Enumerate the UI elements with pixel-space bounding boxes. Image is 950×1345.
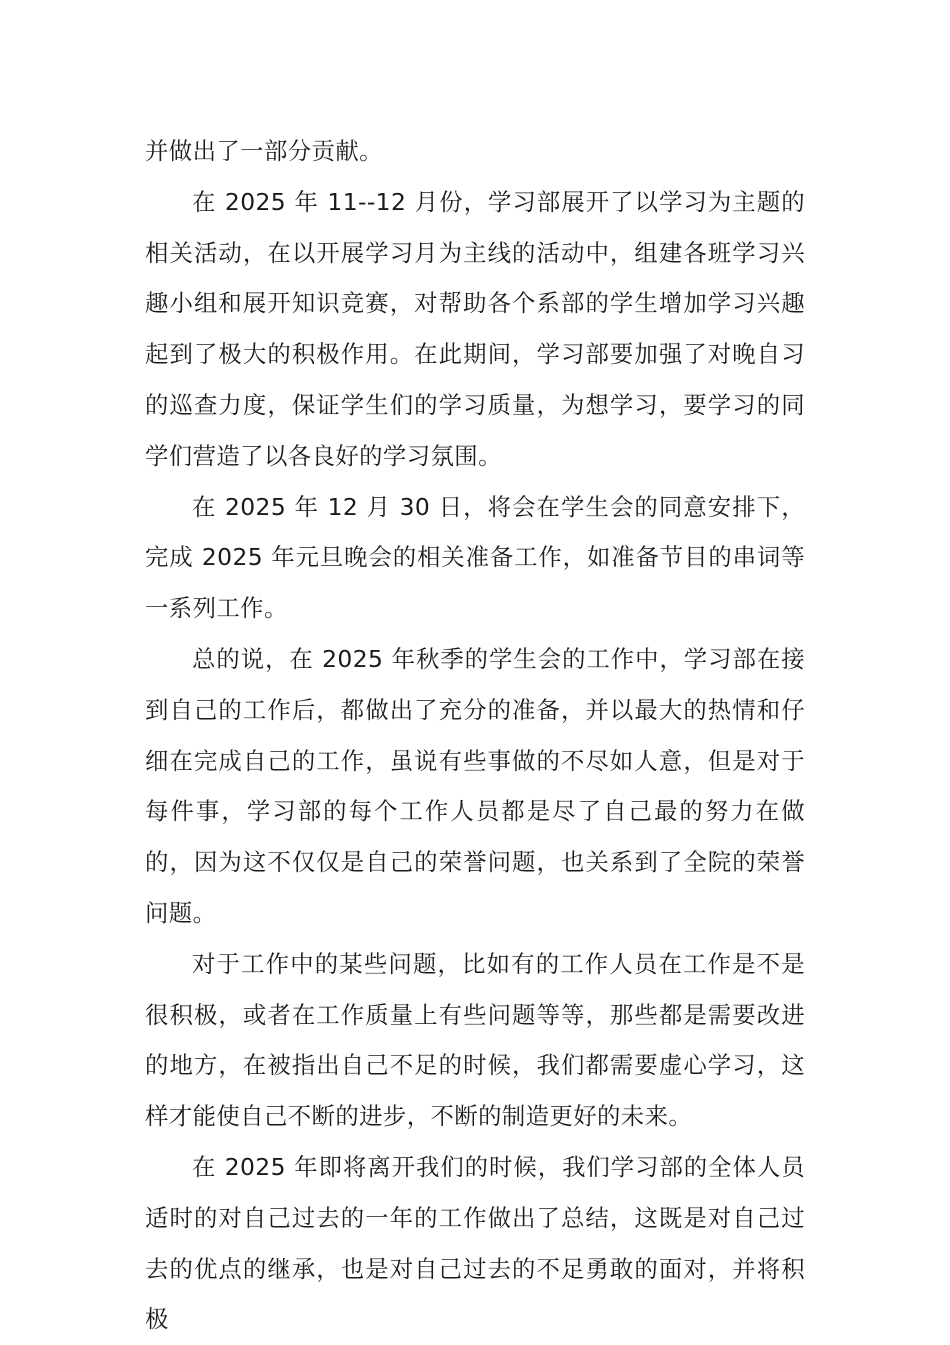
paragraph-problems: 对于工作中的某些问题，比如有的工作人员在工作是不是很积极，或者在工作质量上有些问题等等，那些都是需要改进的地方，在被指出自己不足的时候，我们都需要虚心学习，这样才能使自己不断的进步，不断的制造更好的未来。 [145, 949, 805, 1131]
paragraph-study-activities: 在 2025 年 11--12 月份，学习部展开了以学习为主题的相关活动，在以开展学习月为主线的活动中，组建各班学习兴趣小组和展开知识竞赛，对帮助各个系部的学生增加学习兴趣起到了极大的积极作用。在此期间，学习部要加强了对晚自习的巡查力度，保证学生们的学习质量，为想学习，要学习的同学们营造了以各良好的学习氛围。 [145, 187, 805, 470]
paragraph-new-year-gala: 在 2025 年 12 月 30 日，将会在学生会的同意安排下，完成 2025 年元旦晚会的相关准备工作，如准备节目的串词等一系列工作。 [145, 492, 805, 623]
document-body [145, 126, 805, 1345]
paragraph-autumn-summary: 总的说，在 2025 年秋季的学生会的工作中，学习部在接到自己的工作后，都做出了充分的准备，并以最大的热情和仔细在完成自己的工作，虽说有些事做的不尽如人意，但是对于每件事，学习部的每个工作人员都是尽了自己最的努力在做的，因为这不仅仅是自己的荣誉问题，也关系到了全院的荣誉问题。 [145, 644, 805, 927]
paragraph-continuation: 并做出了一部分贡献。 [145, 137, 383, 165]
paragraph-year-end: 在 2025 年即将离开我们的时候，我们学习部的全体人员适时的对自己过去的一年的工作做出了总结，这既是对自己过去的优点的继承，也是对自己过去的不足勇敢的面对，并将积极 [145, 1152, 805, 1334]
